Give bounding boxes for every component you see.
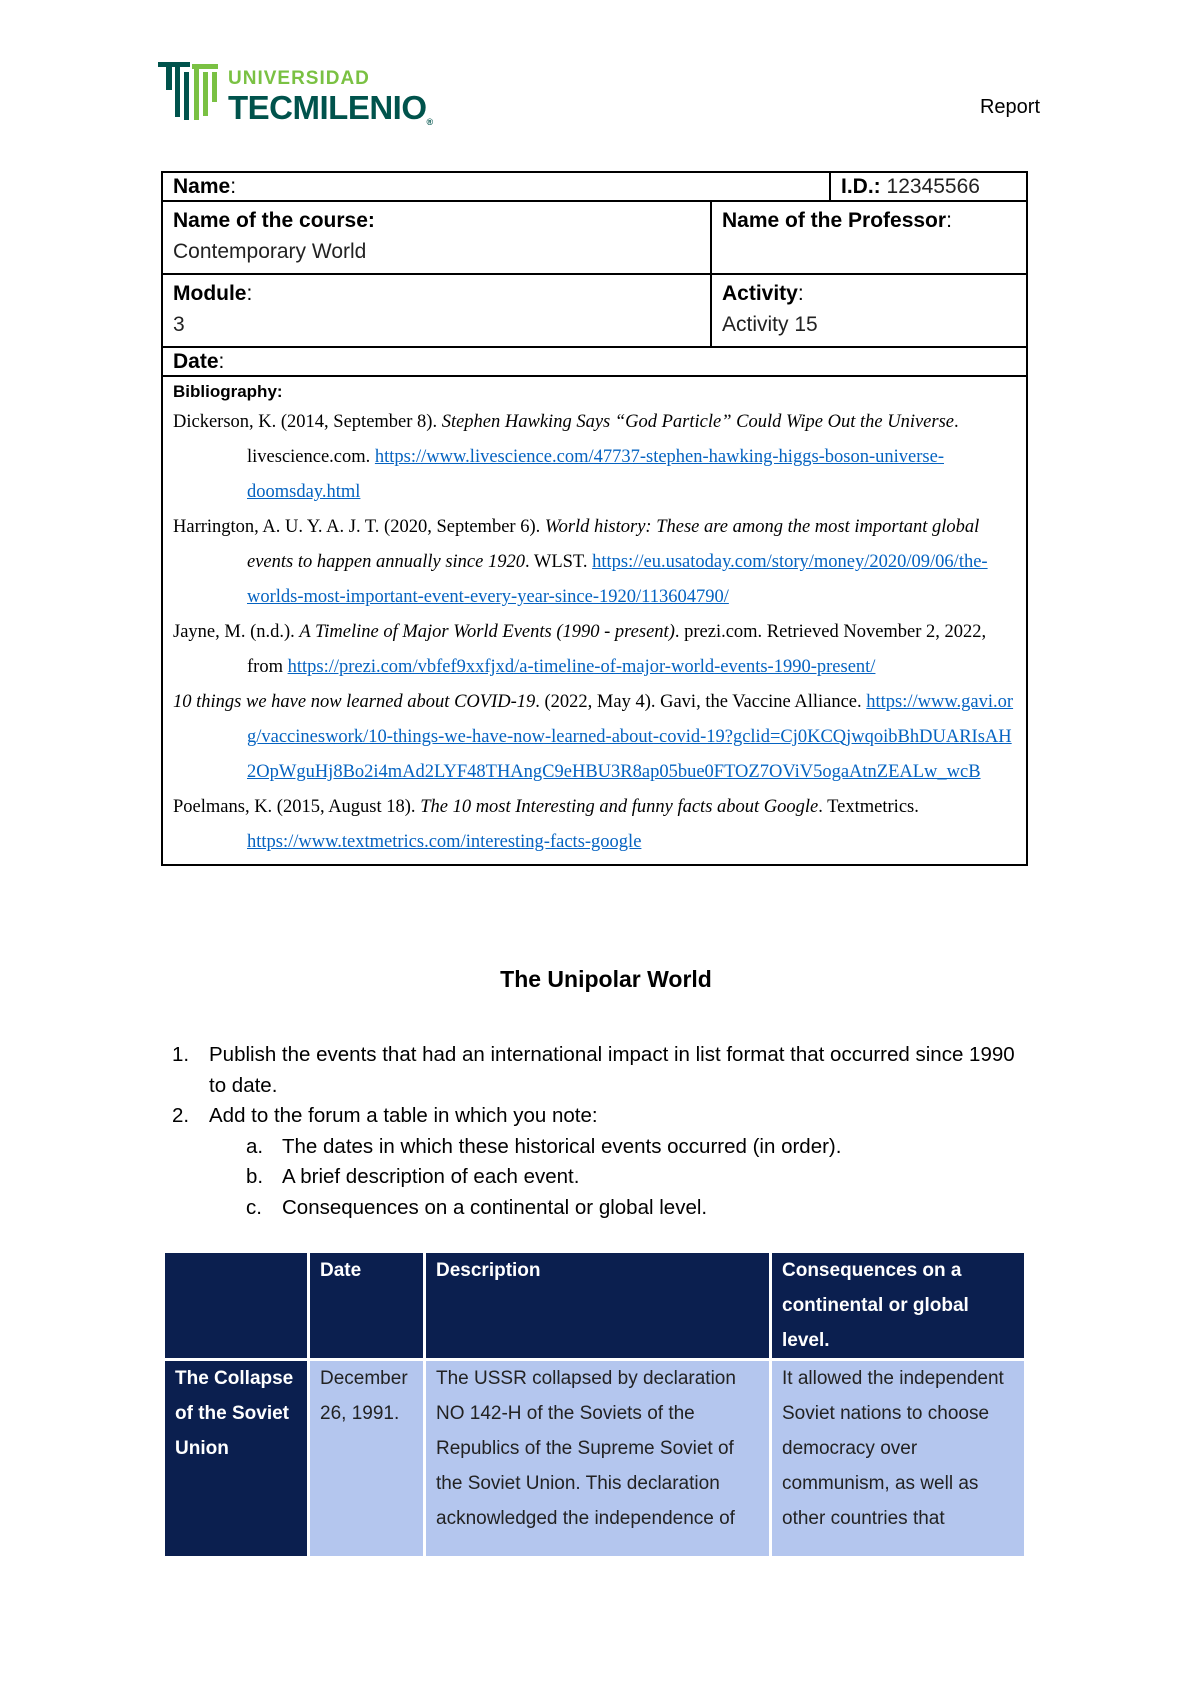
logo-mark-icon: [158, 62, 222, 124]
university-logo: [158, 58, 458, 128]
module-cell: Module: 3: [162, 274, 711, 347]
column-header: Description: [425, 1252, 771, 1360]
list-item: 2. Add to the forum a table in which you note:: [172, 1104, 598, 1127]
event-description-cell: The USSR collapsed by declaration NO 142-H of the Soviets of the Republics of the Supreme Soviet of the Soviet Union. This declaration acknowledged the independence of: [425, 1360, 771, 1558]
events-table: [162, 1250, 1027, 1559]
bibliography-cell: [162, 376, 1027, 865]
report-label: Report: [979, 96, 1040, 118]
column-header: Consequences on a continental or global level.: [771, 1252, 1026, 1360]
student-info-table: [161, 171, 1028, 866]
bibliography-entry: Dickerson, K. (2014, September 8). Stephen Hawking Says “God Particle” Could Wipe Out the Universe. livescience.com. https://www.livescience.com/47737-stephen-hawking-higgs-boson-universe-doomsday.html: [173, 412, 959, 502]
instruction-list: [172, 1040, 1032, 1223]
sub-list-item: b. A brief description of each event.: [246, 1165, 580, 1188]
professor-cell: Name of the Professor:: [711, 201, 1027, 274]
column-header: [164, 1252, 309, 1360]
event-name-cell: The Collapse of the Soviet Union: [164, 1360, 309, 1558]
bibliography-heading: Bibliography:: [173, 382, 283, 401]
bibliography-entry: 10 things we have now learned about COVID-19. (2022, May 4). Gavi, the Vaccine Alliance. https://www.gavi.org/vaccineswork/10-things-we-have-now-learned-about-covid-19?gclid=Cj0KCQjwqoibBhDUARIsAH2OpWguHj8Bo2i4mAd2LYF48THAngC9eHBU3R8ap05bue0FTOZ7OViV5ogaAtnZEALw_wcB: [173, 692, 1014, 782]
bibliography-list: [173, 405, 1016, 860]
activity-cell: Activity: Activity 15: [711, 274, 1027, 347]
bibliography-link[interactable]: https://www.livescience.com/47737-stephen-hawking-higgs-boson-universe-doomsday.html: [247, 447, 944, 502]
logo-top-text: UNIVERSIDAD: [228, 68, 370, 89]
event-consequences-cell: It allowed the independent Soviet nations to choose democracy over communism, as well as other countries that: [771, 1360, 1026, 1558]
sub-list-item: a. The dates in which these historical events occurred (in order).: [246, 1134, 842, 1158]
sub-list-item: c. Consequences on a continental or global level.: [246, 1195, 708, 1219]
bibliography-link[interactable]: https://www.textmetrics.com/interesting-facts-google: [247, 832, 642, 852]
date-cell: Date:: [162, 347, 1027, 376]
bibliography-entry: Poelmans, K. (2015, August 18). The 10 most Interesting and funny facts about Google. Textmetrics. https://www.textmetrics.com/interesting-facts-google: [173, 797, 919, 852]
section-title: The Unipolar World: [500, 966, 712, 992]
bibliography-link[interactable]: https://prezi.com/vbfef9xxfjxd/a-timeline-of-major-world-events-1990-present/: [287, 657, 876, 677]
column-header: Date: [309, 1252, 425, 1360]
bibliography-entry: Harrington, A. U. Y. A. J. T. (2020, September 6). World history: These are among the most important global events to happen annually since 1920. WLST. https://eu.usatoday.com/story/money/2020/09/06/the-worlds-most-important-event-every-year-since-1920/113604790/: [173, 517, 988, 607]
bibliography-link[interactable]: https://www.gavi.org/vaccineswork/10-things-we-have-now-learned-about-covid-19?gclid=Cj0KCQjwqoibBhDUARIsAH2OpWguHj8Bo2i4mAd2LYF48THAngC9eHBU3R8ap05bue0FTOZ7OViV5ogaAtnZEALw_wcB: [247, 692, 1014, 782]
event-date-cell: December 26, 1991.: [309, 1360, 425, 1558]
course-cell: Name of the course: Contemporary World: [162, 201, 711, 274]
logo-main-text: TECMILENIO®: [228, 89, 433, 127]
bibliography-entry: Jayne, M. (n.d.). A Timeline of Major World Events (1990 - present). prezi.com. Retrieved November 2, 2022, from https://prezi.com/vbfef9xxfjxd/a-timeline-of-major-world-events-1990-present/: [173, 622, 987, 677]
name-cell: Name:: [162, 172, 830, 201]
list-item: 1. Publish the events that had an international impact in list format that occurred since 1990 to date.: [172, 1043, 1015, 1097]
bibliography-link[interactable]: https://eu.usatoday.com/story/money/2020/09/06/the-worlds-most-important-event-every-year-since-1920/113604790/: [247, 552, 988, 607]
id-cell: I.D.: 12345566: [830, 172, 1027, 201]
table-row: [164, 1360, 1026, 1558]
